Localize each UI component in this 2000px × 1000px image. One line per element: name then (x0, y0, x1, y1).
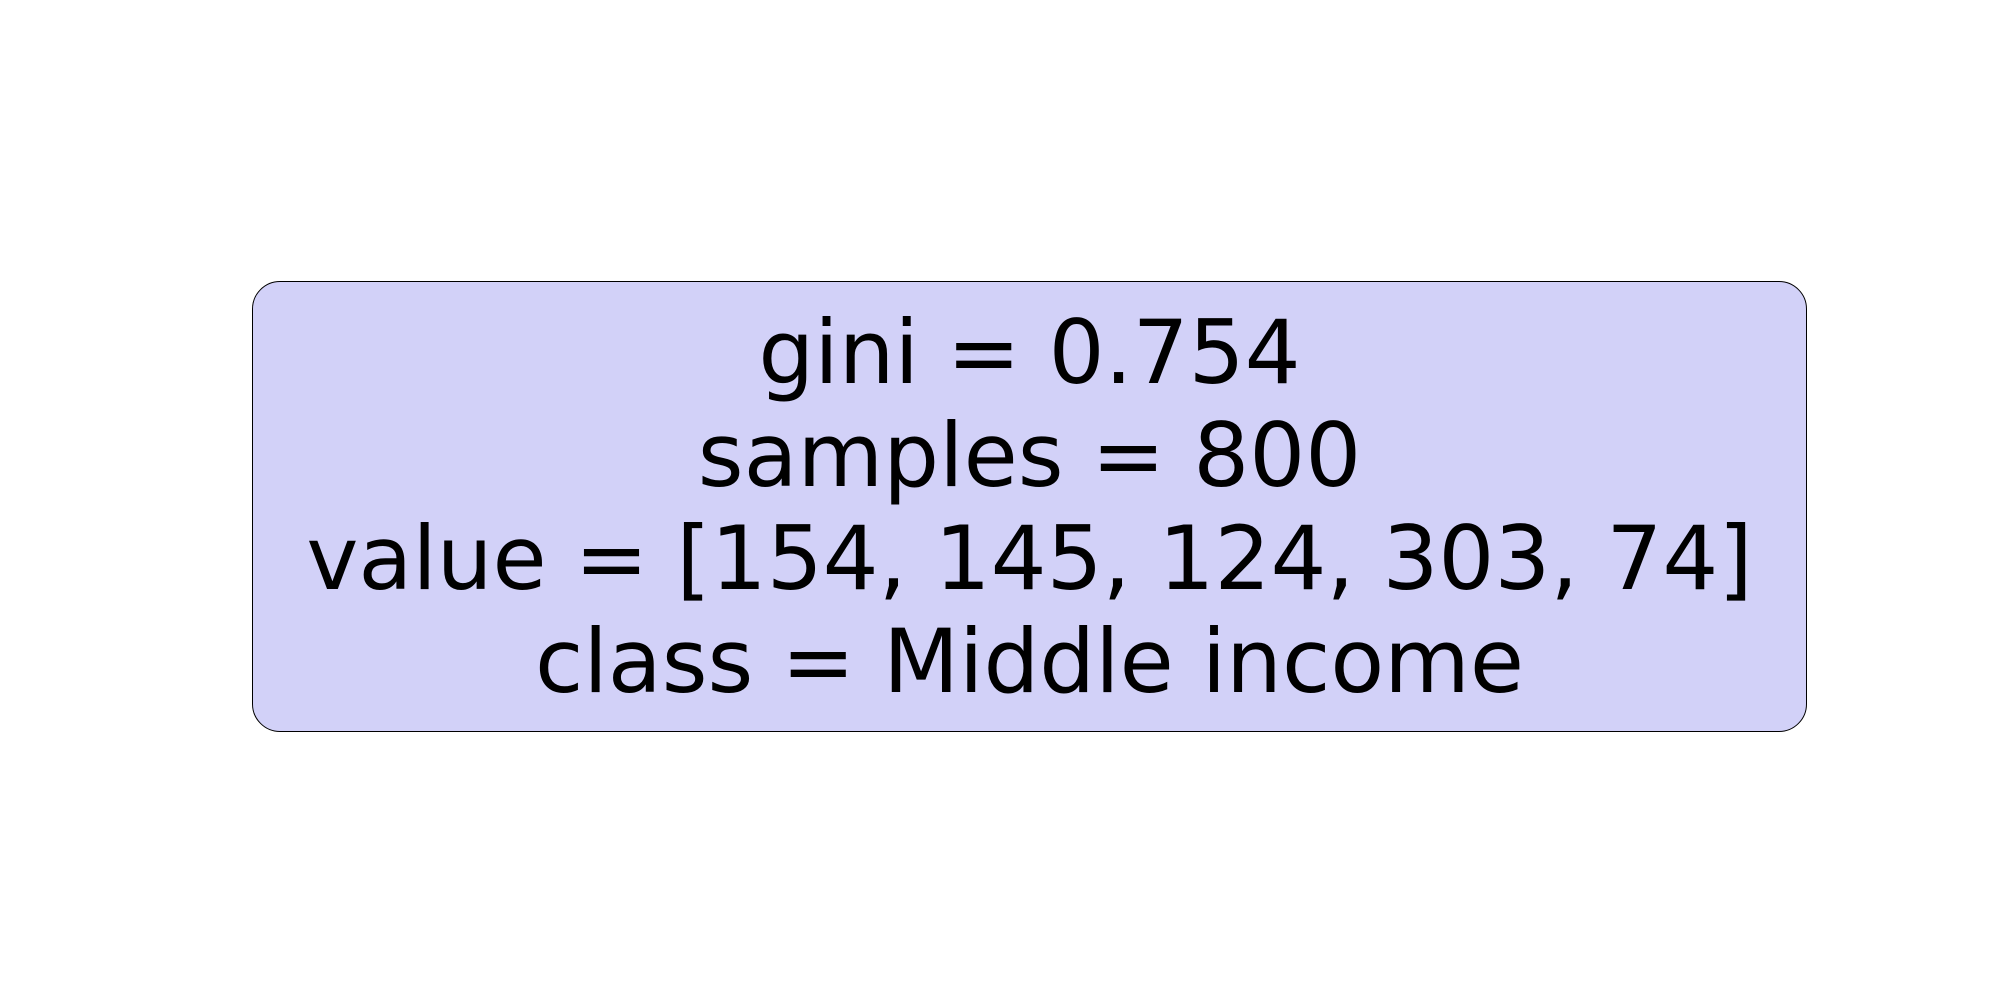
class-label: class = Middle income (534, 609, 1525, 713)
samples-label: samples = 800 (697, 403, 1362, 507)
value-label: value = [154, 145, 124, 303, 74] (306, 506, 1753, 610)
gini-label: gini = 0.754 (758, 300, 1301, 404)
decision-tree-node (252, 281, 1807, 732)
